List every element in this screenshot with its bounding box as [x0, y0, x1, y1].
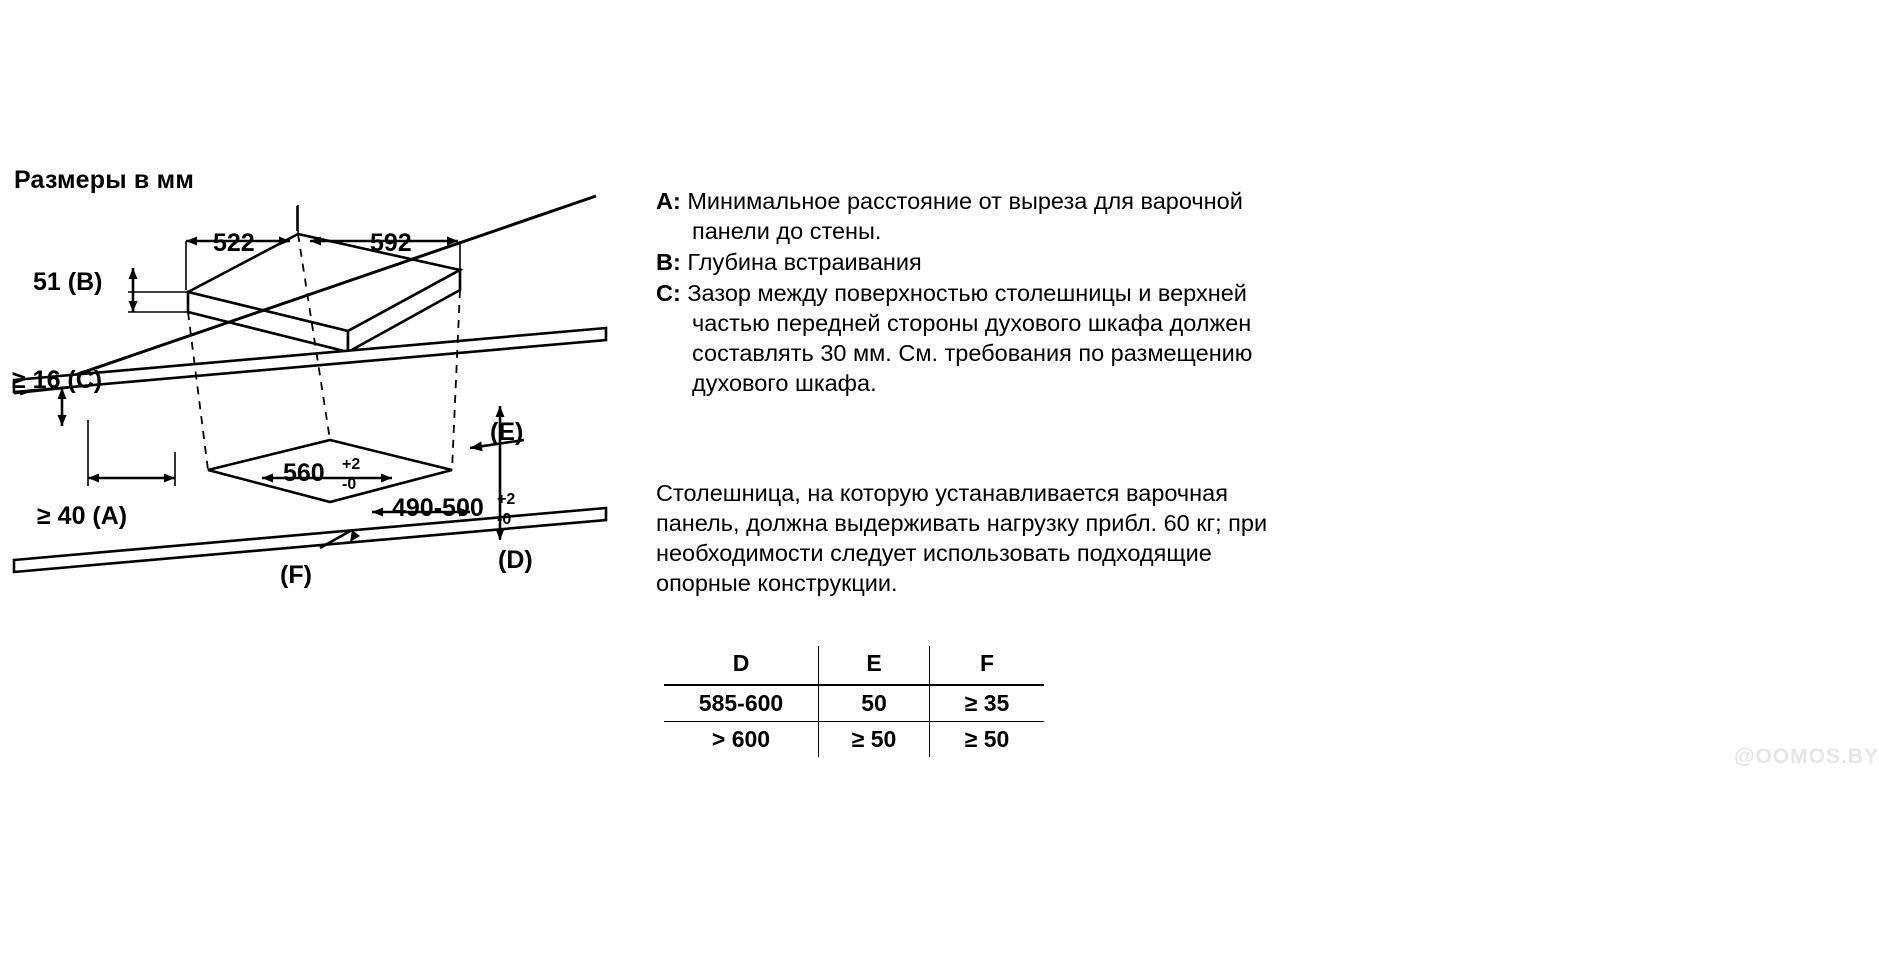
description-panel [656, 0, 1879, 960]
table-cell-d-2: > 600 [711, 726, 771, 752]
legend-sep-b: : [672, 249, 681, 275]
dimension-table [664, 646, 1044, 757]
diagram-drawing [0, 0, 640, 960]
label-d: (D) [498, 546, 533, 574]
installation-diagram [0, 0, 640, 960]
legend-text-a: Минимальное расстояние от выреза для варочной панели до стены. [687, 188, 1243, 244]
table-header-e: E [819, 646, 930, 685]
label-490-500-tol-minus: -0 [497, 511, 512, 528]
legend-key-b: B [656, 249, 673, 275]
table-header-d: D [732, 650, 750, 676]
legend-key-c: C [656, 280, 673, 306]
label-560-tol-minus: -0 [342, 476, 357, 493]
legend-text-c: Зазор между поверхностью столешницы и верхней частью передней стороны духового шкафа должен составлять 30 мм. См. требования по размещению духового шкафа. [687, 280, 1253, 396]
legend-sep-c: : [672, 280, 681, 306]
table-cell-e-1: 50 [819, 685, 930, 722]
legend-list [656, 186, 1266, 399]
label-592: 592 [370, 229, 412, 257]
label-e: (E) [490, 418, 524, 446]
label-51-b: 51 (B) [33, 268, 103, 296]
table-row [664, 685, 1044, 722]
label-490-500-tol-plus: +2 [497, 491, 516, 508]
label-560: 560 [283, 459, 325, 487]
legend-item-c [656, 278, 1266, 398]
legend-sep-a: : [672, 188, 681, 214]
watermark: @OOMOS.BY [1734, 745, 1879, 768]
label-490-500: 490-500 [392, 494, 484, 522]
table-cell-e-2: ≥ 50 [819, 722, 930, 758]
label-560-tol-plus: +2 [342, 456, 361, 473]
table-header-f: F [930, 646, 1045, 685]
legend-item-b [656, 247, 1266, 277]
table-cell-d-1: 585-600 [698, 690, 784, 716]
label-522: 522 [213, 229, 255, 257]
label-40-a: ≥ 40 (A) [37, 502, 128, 530]
legend-key-a: A [656, 188, 673, 214]
diagram-title: Размеры в мм [14, 166, 195, 194]
table-row [664, 722, 1044, 758]
cutout-opening [208, 440, 452, 502]
legend-text-b: Глубина встраивания [687, 249, 922, 275]
table-header-row [664, 646, 1044, 685]
label-16-c: ≥ 16 (C) [12, 366, 103, 394]
load-note: Столешница, на которую устанавливается варочная панель, должна выдерживать нагрузку прибл. 60 кг; при необходимости следует использовать подходящие опорные конструкции. [656, 480, 1268, 596]
table-cell-f-2: ≥ 50 [930, 722, 1045, 758]
table-cell-f-1: ≥ 35 [930, 685, 1045, 722]
label-f: (F) [280, 561, 312, 589]
legend-item-a [656, 186, 1266, 246]
